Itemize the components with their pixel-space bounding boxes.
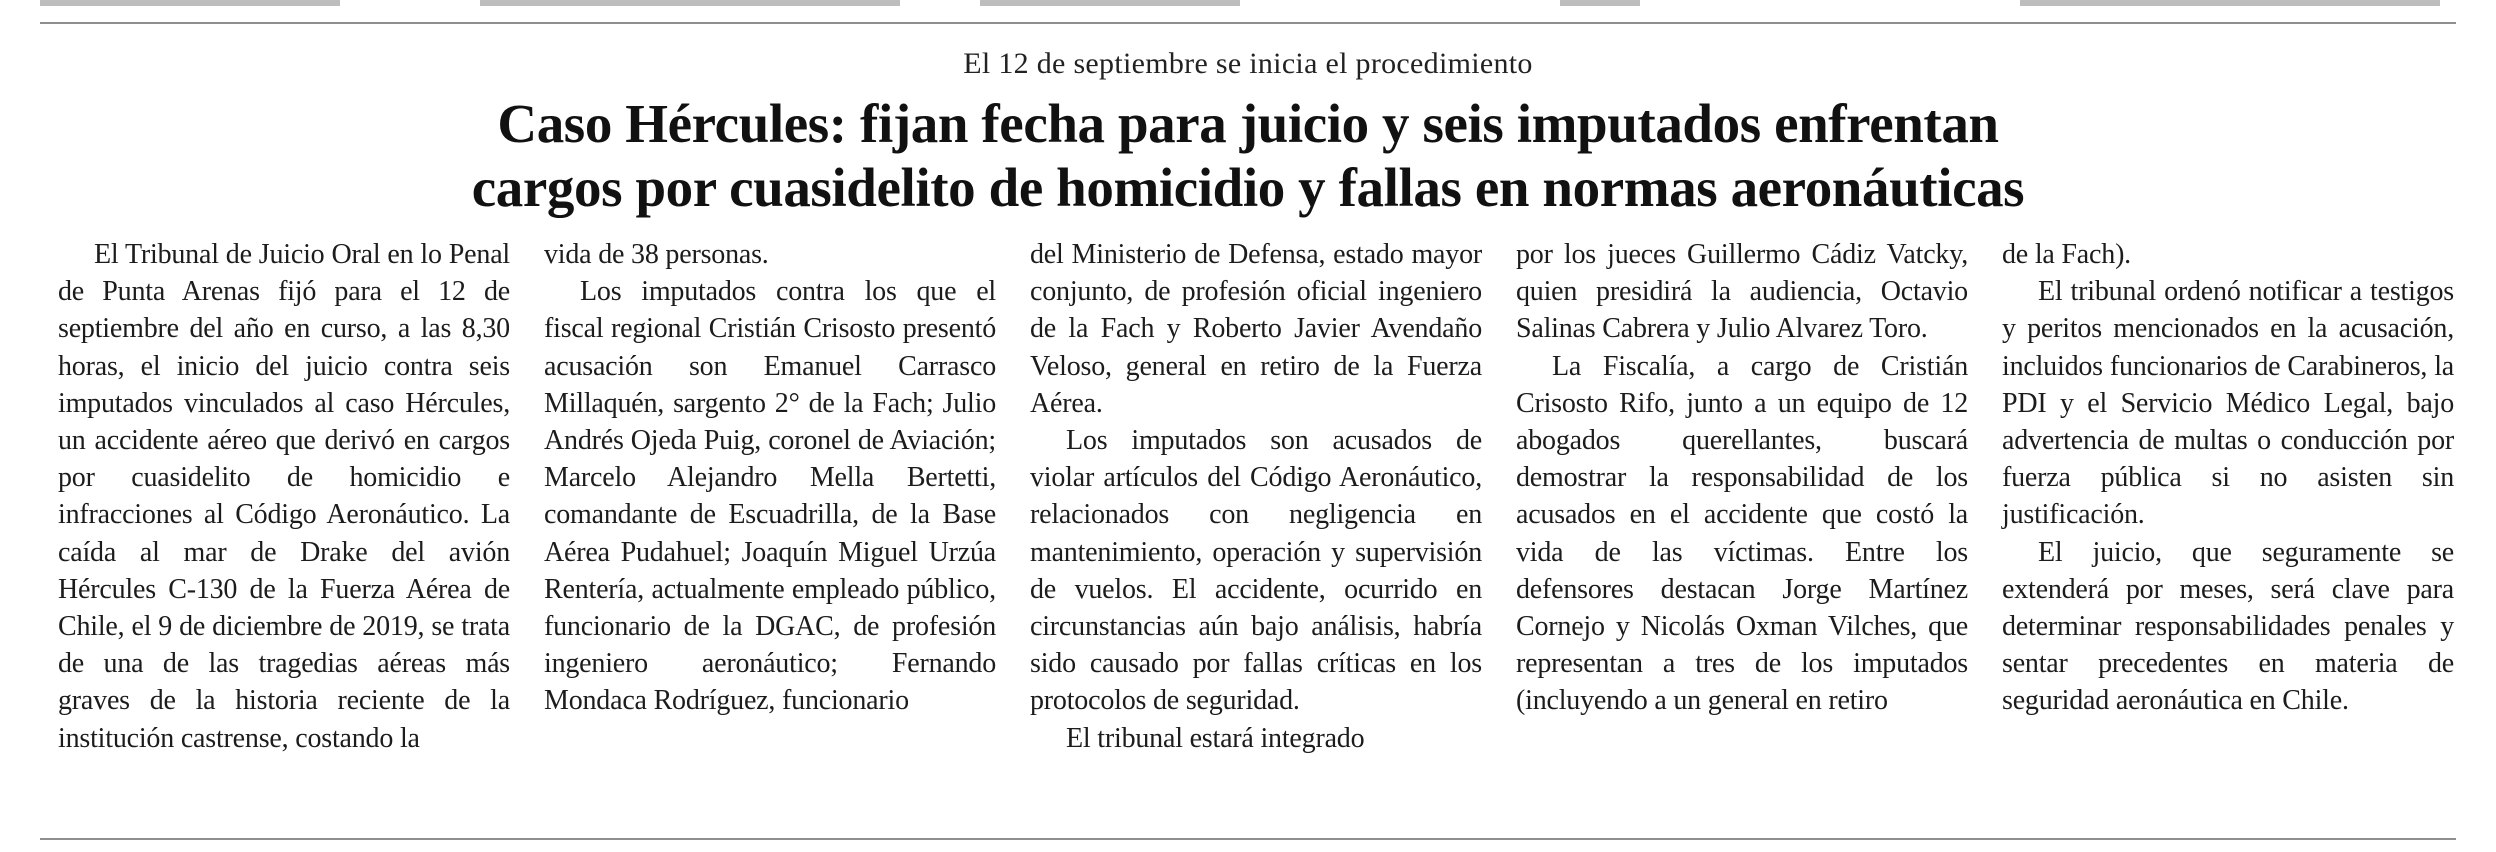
paragraph: Los imputados son acusados de violar artículos del Código Aeronáutico, relacionados con negligencia en mantenimiento, operación y supervisión de vuelos. El accidente, ocurrido en circunstancias aún bajo análisis, habría sido causado por fallas críticas en los protocolos de seguridad. — [1030, 425, 1482, 717]
article-body — [58, 236, 2454, 826]
headline-line-1: Caso Hércules: fijan fecha para juicio y seis imputados enfrentan — [497, 93, 1999, 154]
text-column-2 — [544, 236, 996, 720]
paragraph: Los imputados contra los que el fiscal regional Cristián Crisosto presentó acusación son Emanuel Carrasco Millaquén, sargento 2° de la Fach; Julio Andrés Ojeda Puig, coronel de Aviación; Marcelo Alejandro Mella Bertetti, comandante de Escuadrilla, de la Base Aérea Pudahuel; Joaquín Miguel Urzúa Rentería, actualmente empleado público, funcionario de la DGAC, de profesión ingeniero aeronáutico; Fernando Mondaca Rodríguez, funcionario — [544, 276, 996, 717]
headline-line-2: cargos por cuasidelito de homicidio y fallas en normas aeronáuticas — [471, 157, 2025, 218]
article-headline — [0, 92, 2496, 220]
text-column-4 — [1516, 236, 1968, 720]
paragraph: El juicio, que seguramente se extenderá por meses, será clave para determinar responsabilidades penales y sentar precedentes en materia de seguridad aeronáutica en Chile. — [2002, 536, 2454, 717]
paragraph: El tribunal estará integrado — [1066, 722, 1365, 754]
bottom-divider — [40, 838, 2456, 840]
paragraph: vida de 38 personas. — [544, 239, 769, 270]
paragraph: de la Fach). — [2002, 239, 2131, 270]
paragraph: del Ministerio de Defensa, estado mayor conjunto, de profesión oficial ingeniero de la Fach y Roberto Javier Avendaño Veloso, general en retiro de la Fuerza Aérea. — [1030, 239, 1482, 419]
text-column-3 — [1030, 236, 1482, 757]
top-divider — [40, 22, 2456, 24]
paragraph: por los jueces Guillermo Cádiz Vatcky, quien presidirá la audiencia, Octavio Salinas Cabrera y Julio Alvarez Toro. — [1516, 239, 1968, 345]
paragraph: La Fiscalía, a cargo de Cristián Crisosto Rifo, junto a un equipo de 12 abogados querellantes, buscará demostrar la responsabilidad de los acusados en el accidente que costó la vida de las víctimas. Entre los defensores destacan Jorge Martínez Cornejo y Nicolás Oxman Vilches, que representan a tres de los imputados (incluyendo a un general en retiro — [1516, 350, 1968, 717]
article-kicker: El 12 de septiembre se inicia el procedimiento — [963, 47, 1533, 80]
paragraph: El tribunal ordenó notificar a testigos y peritos mencionados en la acusación, incluidos funcionarios de Carabineros, la PDI y el Servicio Médico Legal, bajo advertencia de multas o conducción por fuerza pública si no asisten sin justificación. — [2002, 276, 2454, 531]
paragraph: El Tribunal de Juicio Oral en lo Penal de Punta Arenas fijó para el 12 de septiembre del año en curso, a las 8,30 horas, el inicio del juicio contra seis imputados vinculados al caso Hércules, un accidente aéreo que derivó en cargos por cuasidelito de homicidio e infracciones al Código Aeronáutico. La caída al mar de Drake del avión Hércules C-130 de la Fuerza Aérea de Chile, el 9 de diciembre de 2019, se trata de una de las tragedias aéreas más graves de la historia reciente de la institución castrense, costando la — [58, 239, 510, 754]
cropped-header-strip — [0, 0, 2496, 10]
text-column-1 — [58, 236, 510, 757]
text-column-5 — [2002, 236, 2454, 720]
